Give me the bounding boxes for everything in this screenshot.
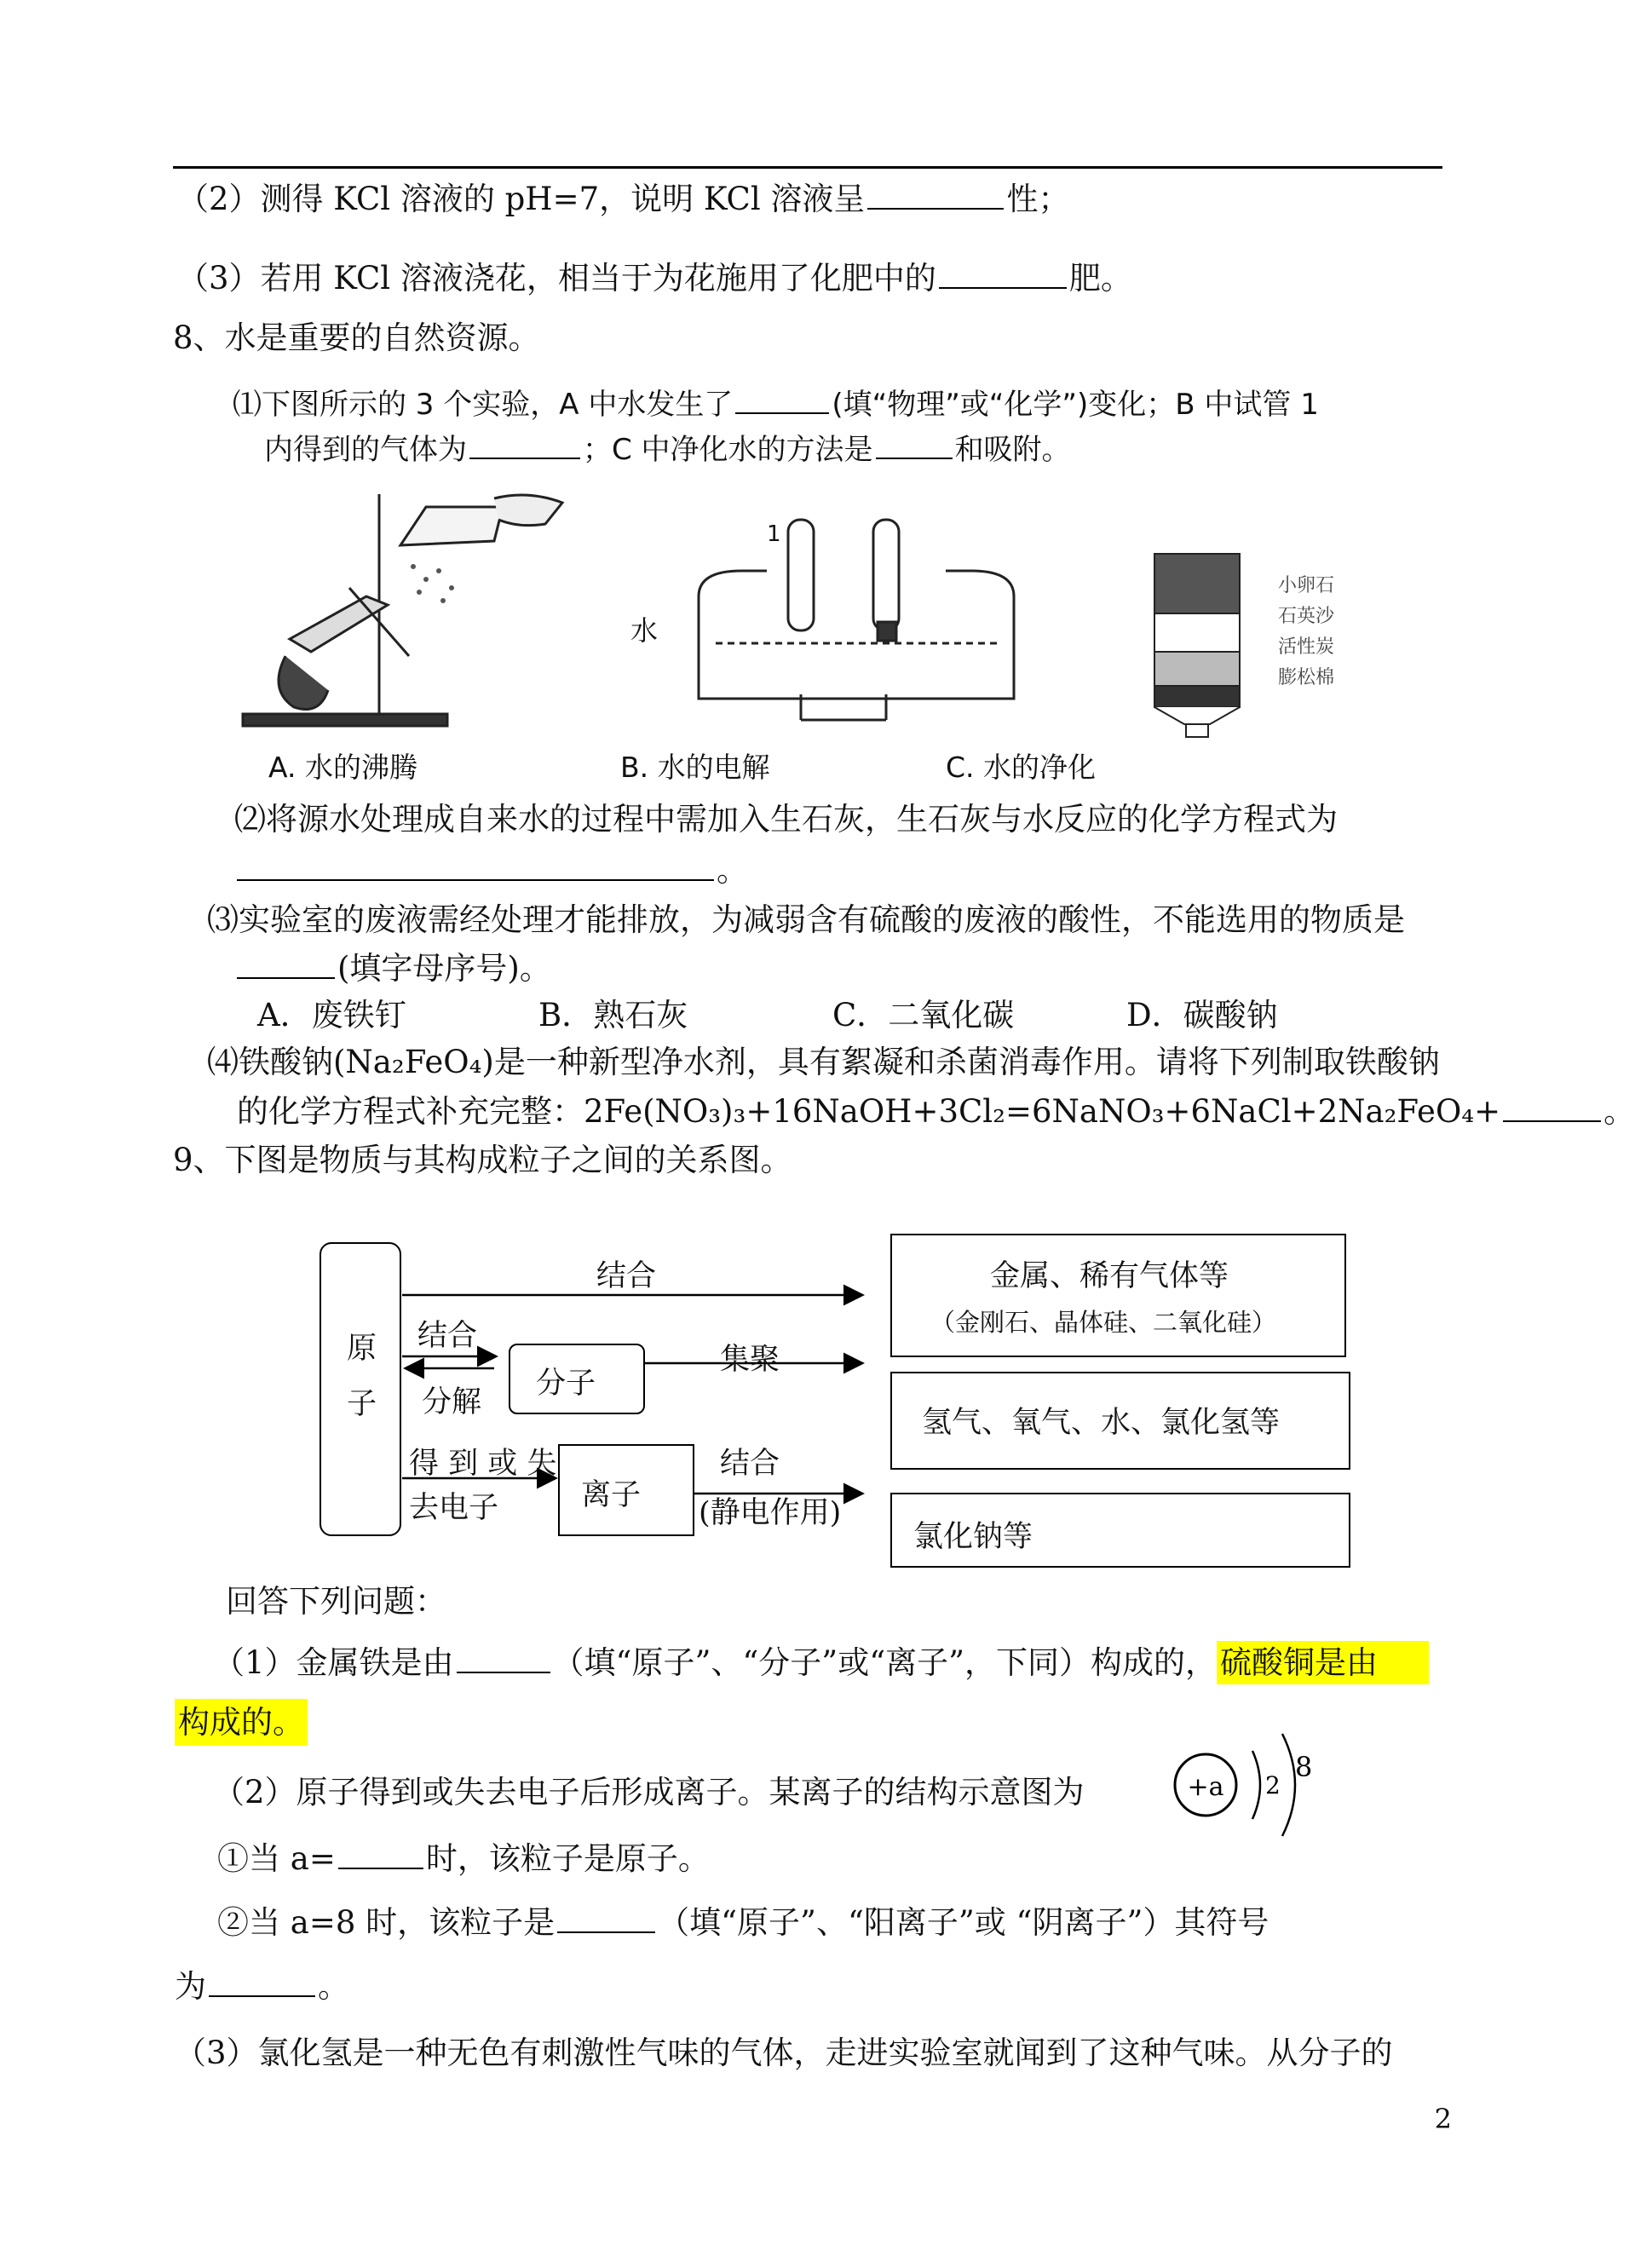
q9-sub2-line1: （2）原子得到或失去电子后形成离子。某离子的结构示意图为: [213, 1774, 1085, 1810]
metal-box: 金属、稀有气体等 （金刚石、晶体硅、二氧化硅）: [890, 1234, 1346, 1357]
hand: [494, 495, 562, 526]
layer-cotton: [1154, 686, 1240, 707]
option-b: B．熟石灰: [538, 997, 688, 1033]
label-electrostatic: (静电作用): [699, 1496, 842, 1530]
bottle-neck: [1154, 707, 1240, 724]
bottle-outlet: [1186, 724, 1208, 737]
label-gather: 集聚: [720, 1343, 780, 1377]
electrolysis-figure: [613, 520, 1091, 724]
label-tube-1: 1: [767, 521, 781, 547]
caption-a: A. 水的沸腾: [268, 751, 417, 784]
shell-1-electrons: 2: [1265, 1771, 1281, 1799]
layer-carbon: [1154, 652, 1240, 686]
label-decompose: 分解: [422, 1385, 482, 1419]
q9-sub1-line1: （1）金属铁是由 （填“原子”、“分子”或“离子”，下同）构成的， 硫酸铜是由: [213, 1644, 1429, 1682]
filter-figure: [1142, 550, 1252, 737]
blank-q9-2c[interactable]: [209, 1968, 315, 1997]
q9-sub2a: ①当 a= 时，该粒子是原子。: [217, 1840, 710, 1877]
q7-part3: （3）若用 KCl 溶液浇花，相当于为花施用了化肥中的 肥。: [177, 260, 1132, 296]
blank-q8-3[interactable]: [237, 950, 335, 979]
option-c: C．二氧化碳: [832, 997, 1015, 1033]
q9-answer-intro: 回答下列问题：: [226, 1583, 446, 1620]
q9-sub1-line2: [175, 1704, 308, 1741]
blank-q9-1[interactable]: [457, 1644, 550, 1673]
test-tube: [290, 596, 388, 652]
q8-part4-line2: 的化学方程式补充完整：2Fe(NO₃)₃+16NaOH+3Cl₂=6NaNO₃+6NaCl+2Na₂FeO₄+ 。: [237, 1093, 1635, 1130]
highlighted-text: 硫酸铜是由: [1217, 1641, 1429, 1684]
blank-q8-1c[interactable]: [876, 430, 953, 459]
electrode: [878, 622, 896, 641]
nucleus-label: +a: [1187, 1772, 1224, 1802]
q9-sub2b-line1: ②当 a=8 时，该粒子是 （填“原子”、“阳离子”或 “阴离子”）其符号: [217, 1904, 1269, 1941]
test-tube-1: [788, 520, 814, 630]
stand-base: [243, 714, 447, 726]
q8-part2-line1: ⑵将源水处理成自来水的过程中需加入生石灰，生石灰与水反应的化学方程式为: [234, 801, 1338, 838]
label-combine-left: 结合: [417, 1319, 478, 1353]
layer-sand: [1154, 613, 1240, 652]
label-gain-lose-1: 得 到 或 失: [409, 1447, 557, 1481]
q8-part1-line1: ⑴下图所示的 3 个实验，A 中水发生了 (填“物理”或“化学”)变化；B 中试管 1: [233, 385, 1319, 423]
page-number: 2: [1434, 2103, 1452, 2135]
blank-q9-2b[interactable]: [557, 1904, 655, 1933]
caption-b: B. 水的电解: [620, 751, 770, 784]
blank-q8-2[interactable]: [237, 852, 714, 881]
shell-2-electrons: 8: [1295, 1751, 1313, 1783]
blank-q9-2a[interactable]: [338, 1840, 423, 1869]
q8-part4-line1: ⑷铁酸钠(Na₂FeO₄)是一种新型净水剂，具有絮凝和杀菌消毒作用。请将下列制取铁酸钠: [207, 1044, 1440, 1080]
molecule-box: 分子: [509, 1344, 645, 1414]
option-a: A．废铁钉: [257, 997, 406, 1033]
blank-q8-1a[interactable]: [735, 385, 829, 414]
q8-part1-line2: 内得到的气体为 ；C 中净化水的方法是 和吸附。: [264, 430, 1071, 469]
q8-options: [257, 997, 1278, 1034]
label-combine-top: 结合: [596, 1259, 657, 1293]
blank-q8-1b[interactable]: [469, 430, 580, 459]
header-rule: [173, 166, 1442, 169]
label-water: 水: [630, 614, 659, 647]
droplets: [411, 564, 454, 603]
glass-plate: [400, 507, 503, 545]
trough-right-rim: [946, 571, 1014, 596]
boiling-water-figure: [239, 486, 596, 733]
layer-gravel: [1154, 554, 1240, 613]
test-tube-2: [873, 520, 899, 630]
q8-part3-line2: (填字母序号)。: [237, 950, 551, 987]
option-d: D．碳酸钠: [1126, 997, 1278, 1033]
molecular-substance-box: 氢气、氧气、水、氯化氢等: [890, 1372, 1350, 1470]
q8-part3-line1: ⑶实验室的废液需经处理才能排放，为减弱含有硫酸的废液的酸性，不能选用的物质是: [207, 901, 1405, 938]
atom-box: 原 子: [320, 1242, 401, 1536]
blank-q7-3[interactable]: [939, 260, 1067, 289]
blank-q8-4[interactable]: [1503, 1093, 1601, 1122]
shell-1-arc: [1252, 1751, 1260, 1819]
trough-left-rim: [699, 571, 767, 596]
q8-title: 8、水是重要的自然资源。: [173, 319, 540, 356]
q9-title: 9、下图是物质与其构成粒子之间的关系图。: [173, 1142, 792, 1178]
label-gain-lose-2: 去电子: [409, 1491, 499, 1525]
q9-sub3: （3）氯化氢是一种无色有刺激性气味的气体，走进实验室就闻到了这种气味。从分子的: [175, 2035, 1393, 2071]
filter-layer-labels: 小卵石 石英沙 活性炭 膨松棉: [1278, 575, 1335, 688]
caption-c: C. 水的净化: [946, 751, 1097, 784]
q7-part2: （2）测得 KCl 溶液的 pH=7，说明 KCl 溶液呈 性；: [177, 181, 1070, 217]
shell-2-arc: [1282, 1734, 1295, 1836]
q9-sub2b-line2: 为 。: [175, 1968, 349, 2005]
ionic-substance-box: 氯化钠等: [890, 1493, 1350, 1568]
highlighted-text-cont: 构成的。: [175, 1699, 308, 1746]
burner: [279, 656, 328, 710]
trough: [699, 596, 1014, 699]
ion-box: 离子: [558, 1444, 694, 1536]
q8-part2-line2: 。: [237, 852, 748, 889]
label-combine-ion: 结合: [720, 1447, 780, 1481]
ion-structure-diagram: [1167, 1725, 1338, 1845]
blank-q7-2[interactable]: [867, 181, 1004, 210]
